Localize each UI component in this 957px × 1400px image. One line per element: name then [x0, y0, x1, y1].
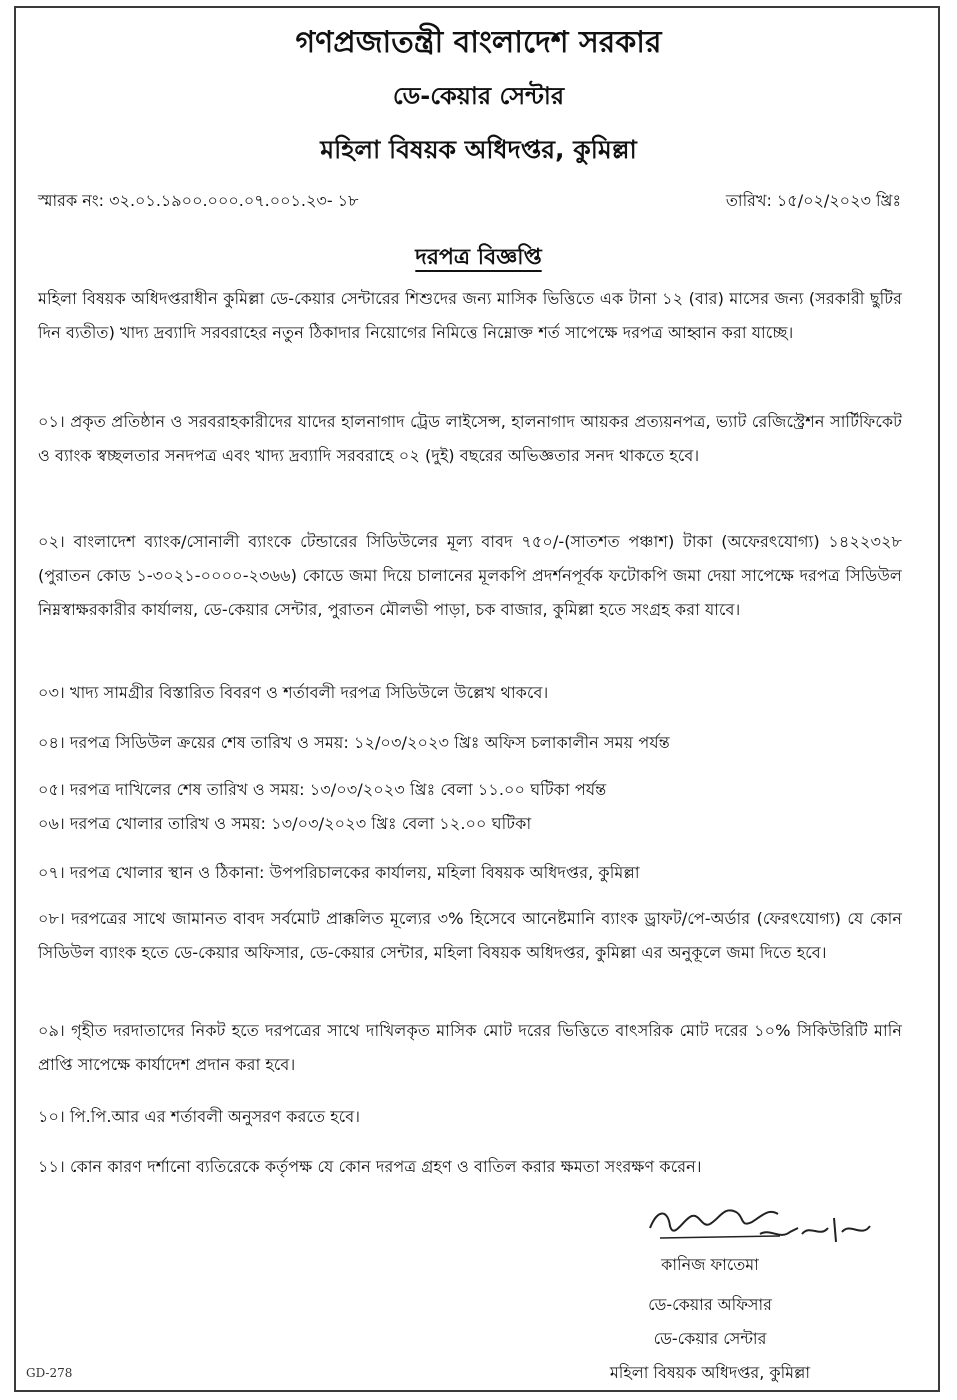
- condition-item: ১১। কোন কারণ দর্শানো ব্যতিরেকে কর্তৃপক্ষ যে কোন দরপত্র গ্রহণ ও বাতিল করার ক্ষমতা সংরক্ষণ করেন।: [38, 1157, 702, 1176]
- government-heading: গণপ্রজাতন্ত্রী বাংলাদেশ সরকার: [295, 25, 662, 60]
- memo-number: স্মারক নং: ৩২.০১.১৯০০.০০০.০৭.০০১.২৩- ১৮: [38, 191, 359, 210]
- condition-item: ০২। বাংলাদেশ ব্যাংক/সোনালী ব্যাংকে টেন্ডারের সিডিউলের মূল্য বাবদ ৭৫০/-(সাতশত পঞ্চাশ) টাকা (অফেরৎযোগ্য) ১৪২২৩২৮ (পুরাতন কোড ১-৩০২১-০০০০-২৩৬৬) কোডে জমা দিয়ে চালানের মূলকপি প্রদর্শনপূর্বক ফটোকপি জমা দেয়া সাপেক্ষে দরপত্র সিডিউল নিম্নস্বাক্ষরকারীর কার্যালয়, ডে-কেয়ার সেন্টার, পুরাতন মৌলভী পাড়া, চক বাজার, কুমিল্লা হতে সংগ্রহ করা যাবে।: [38, 532, 902, 619]
- condition-item: ০৮। দরপত্রের সাথে জামানত বাবদ সর্বমোট প্রাক্কলিত মূল্যের ৩% হিসেবে আনেষ্টমানি ব্যাংক ড্রাফট/পে-অর্ডার (ফেরৎযোগ্য) যে কোন সিডিউল ব্যাংক হতে ডে-কেয়ার অফিসার, ডে-কেয়ার সেন্টার, মহিলা বিষয়ক অধিদপ্তর, কুমিল্লা এর অনুকূলে জমা দিতে হবে।: [38, 909, 902, 962]
- condition-item: ০৩। খাদ্য সামগ্রীর বিস্তারিত বিবরণ ও শর্তাবলী দরপত্র সিডিউলে উল্লেখ থাকবে।: [38, 683, 549, 702]
- condition-item: ০৪। দরপত্র সিডিউল ক্রয়ের শেষ তারিখ ও সময়: ১২/০৩/২০২৩ খ্রিঃ অফিস চলাকালীন সময় পর্যন্ত: [38, 733, 670, 752]
- condition-item: ০৯। গৃহীত দরদাতাদের নিকট হতে দরপত্রের সাথে দাখিলকৃত মাসিক মোট দরের ভিত্তিতে বাৎসরিক মোট দরের ১০% সিকিউরিটি মানি প্রাপ্তি সাপেক্ষে কার্যাদেশ প্রদান করা হবে।: [38, 1021, 902, 1074]
- notice-title: [0, 240, 957, 277]
- condition-item: ০৬। দরপত্র খোলার তারিখ ও সময়: ১৩/০৩/২০২৩ খ্রিঃ বেলা ১২.০০ ঘটিকা: [38, 814, 532, 833]
- department-heading: মহিলা বিষয়ক অধিদপ্তর, কুমিল্লা: [320, 135, 637, 164]
- center-heading: ডে-কেয়ার সেন্টার: [392, 82, 565, 110]
- condition-item: ১০। পি.পি.আর এর শর্তাবলী অনুসরণ করতে হবে।: [38, 1107, 361, 1126]
- footer-code: GD-278: [26, 1366, 73, 1380]
- handwritten-signature: [640, 1188, 880, 1258]
- intro-paragraph: মহিলা বিষয়ক অধিদপ্তরাধীন কুমিল্লা ডে-কেয়ার সেন্টারের শিশুদের জন্য মাসিক ভিত্তিতে এক টানা ১২ (বার) মাসের জন্য (সরকারী ছুটির দিন ব্যতীত) খাদ্য দ্রব্যাদি সরবরাহের নতুন ঠিকাদার নিয়োগের নিমিত্তে নিম্নোক্ত শর্ত সাপেক্ষে দরপত্র আহ্বান করা যাচ্ছে।: [38, 289, 902, 342]
- memo-date: তারিখ: ১৫/০২/২০২৩ খ্রিঃ: [725, 191, 901, 210]
- signatory-office: ডে-কেয়ার সেন্টার: [653, 1329, 767, 1348]
- condition-item: ০৭। দরপত্র খোলার স্থান ও ঠিকানা: উপপরিচালকের কার্যালয়, মহিলা বিষয়ক অধিদপ্তর, কুমিল্লা: [38, 863, 640, 882]
- condition-item: ০৫। দরপত্র দাখিলের শেষ তারিখ ও সময়: ১৩/০৩/২০২৩ খ্রিঃ বেলা ১১.০০ ঘটিকা পর্যন্ত: [38, 780, 607, 799]
- signatory-name: কানিজ ফাতেমা: [661, 1255, 759, 1274]
- signatory-designation: ডে-কেয়ার অফিসার: [648, 1295, 772, 1314]
- condition-item: ০১। প্রকৃত প্রতিষ্ঠান ও সরবরাহকারীদের যাদের হালনাগাদ ট্রেড লাইসেন্স, হালনাগাদ আয়কর প্রত্যয়নপত্র, ভ্যাট রেজিস্ট্রেশন সার্টিফিকেট ও ব্যাংক স্বচ্ছলতার সনদপত্র এবং খাদ্য দ্রব্যাদি সরবরাহে ০২ (দুই) বছরের অভিজ্ঞতার সনদ থাকতে হবে।: [38, 412, 902, 465]
- signatory-department: মহিলা বিষয়ক অধিদপ্তর, কুমিল্লা: [609, 1363, 811, 1382]
- notice-title-text: দরপত্র বিজ্ঞপ্তি: [415, 245, 542, 270]
